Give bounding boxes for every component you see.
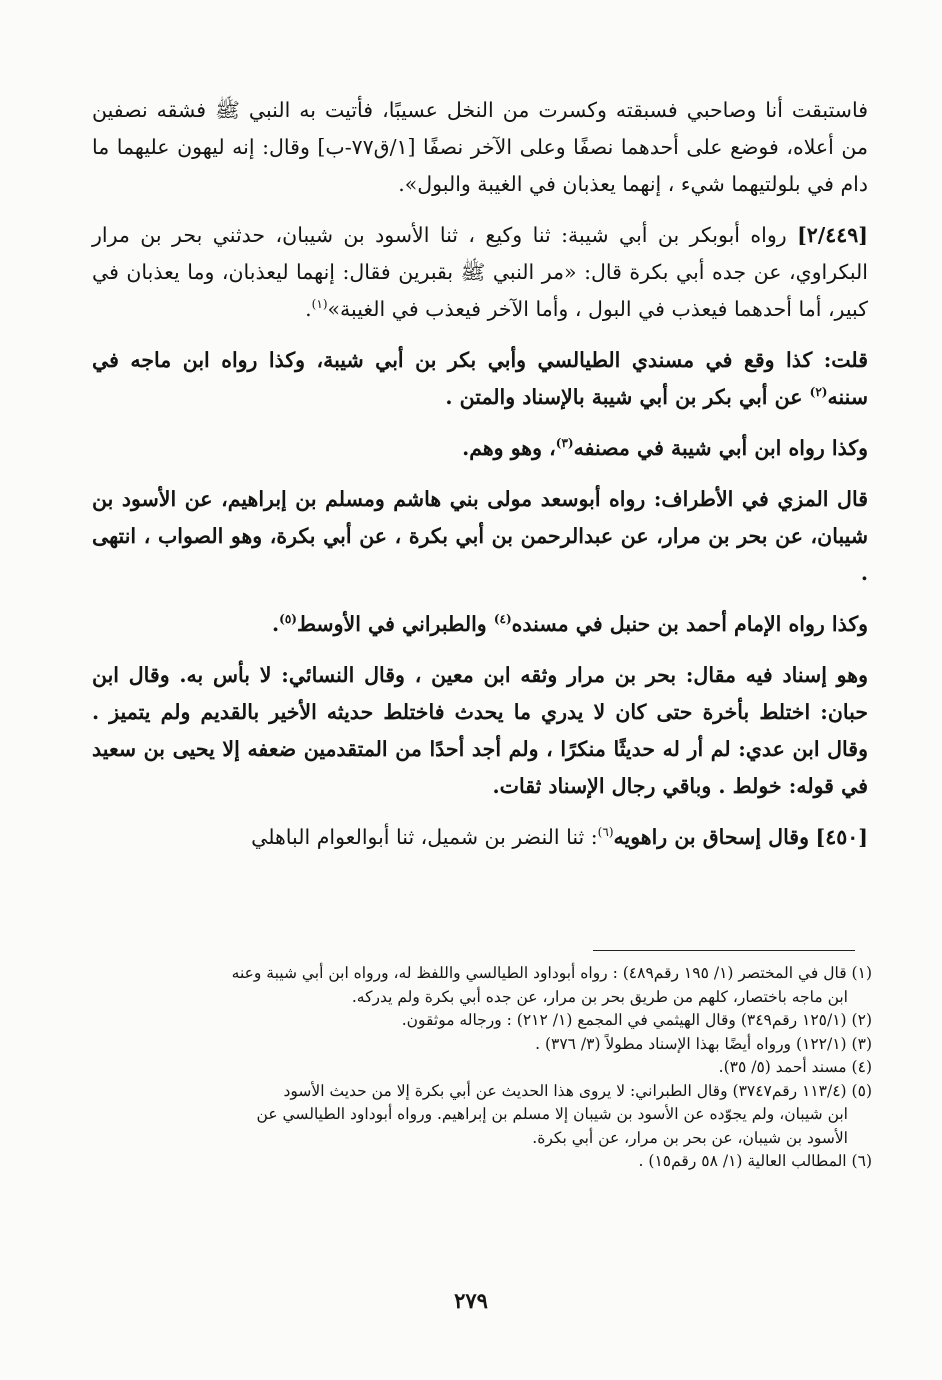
footnote-number: (١) [851, 964, 872, 982]
footnote-text: المطالب العالية (١/ ٥٨ رقم١٥) . [638, 1152, 847, 1170]
paragraph-text: وقال إسحاق بن راهويه [613, 825, 810, 849]
paragraph-text: قال المزي في الأطراف: رواه أبوسعد مولى بني هاشم ومسلم بن إبراهيم، عن الأسود بن شيبان، عن بحر بن مرار، عن عبدالرحمن بن أبي بكرة ، عن أبي بكرة، وهو الصواب ، انتهى . [92, 487, 868, 585]
footnote-5 [92, 1080, 872, 1151]
footnote-text: (١٢٢/١) ورواه أيضًا بهذا الإسناد مطولاً (٣/ ٣٧٦) . [535, 1034, 847, 1053]
footnote-6 [92, 1150, 872, 1174]
paragraph-ahmad [92, 606, 868, 643]
paragraph-tail: : ثنا النضر بن شميل، ثنا أبوالعوام الباهلي [251, 825, 598, 849]
footnote-number: (٦) [851, 1152, 872, 1170]
footnote-text: (١١٣/٤ رقم٣٧٤٧) وقال الطبراني: لا يروى هذا الحديث عن أبي بكرة إلا من حديث الأسود [283, 1081, 847, 1100]
footnote-ref-6[interactable]: (٦) [597, 825, 614, 840]
footnote-text: (١٢٥/١ رقم٣٤٩) وقال الهيثمي في المجمع (١/ ٢١٢) : ورجاله موثقون. [401, 1011, 847, 1029]
footnote-ref-2[interactable]: (٢) [809, 385, 828, 400]
paragraph-tail-2: . [272, 612, 280, 636]
footnote-3 [92, 1033, 872, 1057]
footnote-text: قال في المختصر (١/ ١٩٥ رقم٤٨٩) : رواه أبوداود الطيالسي واللفظ له، ورواه ابن أبي شيبة وعنه [231, 964, 847, 982]
main-text [92, 92, 868, 870]
footnote-number: (٥) [851, 1081, 872, 1100]
footnote-ref-4[interactable]: (٤) [493, 612, 512, 627]
page-number: ٢٧٩ [454, 1288, 488, 1313]
paragraph-commentary [92, 342, 868, 416]
footnote-number: (٢) [851, 1011, 872, 1029]
footnotes [92, 962, 872, 1174]
paragraph-1 [92, 92, 868, 203]
paragraph-musannaf [92, 430, 868, 467]
paragraph-tail: عن أبي بكر بن أبي شيبة بالإسناد والمتن . [445, 385, 810, 409]
paragraph-isnad [92, 657, 868, 805]
footnote-ref-5[interactable]: (٥) [279, 612, 297, 627]
paragraph-mizzi [92, 481, 868, 592]
paragraph-tail: ، وهو وهم. [462, 436, 556, 460]
paragraph-text: وهو إسناد فيه مقال: بحر بن مرار وثقه ابن معين ، وقال النسائي: لا بأس به. وقال ابن حبان: اختلط بأخرة حتى كان لا يدري ما يحدث فاختلط حديثه الأخير بالقديم ولم يتميز . وقال ابن عدي: لم أر له حديثًا منكرًا ، ولم أجد أحدًا من المتقدمين ضعفه إلا يحيى بن سعيد في قوله: خولط . وباقي رجال الإسناد ثقات. [92, 663, 868, 798]
footnote-2 [92, 1009, 872, 1033]
paragraph-text: قلت: كذا وقع في مسندي الطيالسي وأبي بكر بن أبي شيبة، وكذا رواه ابن ماجه في سننه [92, 348, 868, 409]
hadith-450 [92, 819, 868, 856]
footnote-text-continued: الأسود بن شيبان، عن بحر بن مرار، عن أبي بكرة. [532, 1128, 848, 1147]
hadith-449 [92, 217, 868, 328]
hadith-number: [٢/٤٤٩] [797, 223, 868, 247]
hadith-number: [٤٥٠] [815, 825, 868, 849]
footnote-1 [92, 962, 872, 1009]
footnote-4 [92, 1056, 872, 1080]
footnote-number: (٣) [851, 1034, 872, 1053]
footnote-ref-1[interactable]: (١) [311, 297, 328, 312]
paragraph-tail: . [305, 297, 312, 321]
footnote-text: مسند أحمد (٥/ ٣٥). [718, 1058, 847, 1076]
footnote-ref-3[interactable]: (٣) [555, 436, 574, 451]
paragraph-text: وكذا رواه الإمام أحمد بن حنبل في مسنده [511, 612, 868, 636]
paragraph-tail: والطبراني في الأوسط [296, 612, 494, 636]
footnote-text-continued: ابن شيبان، ولم يجوّده عن الأسود بن شيبان إلا مسلم بن إبراهيم. ورواه أبوداود الطيالسي عن [256, 1105, 848, 1123]
footnote-number: (٤) [851, 1058, 872, 1076]
footnote-text-continued: ابن ماجه باختصار، كلهم من طريق بحر بن مرار، عن جده أبي بكرة ولم يدركه. [351, 987, 848, 1006]
paragraph-text: رواه أبوبكر بن أبي شيبة: ثنا وكيع ، ثنا الأسود بن شيبان، حدثني بحر بن مرار البكراوي، عن جده أبي بكرة قال: «مر النبي ﷺ بقبرين فقال: إنهما ليعذبان، وما يعذبان في كبير، أما أحدهما فيعذب في البول ، وأما الآخر فيعذب في الغيبة» [92, 223, 868, 321]
footnote-separator [593, 950, 855, 951]
paragraph-text: وكذا رواه ابن أبي شيبة في مصنفه [573, 436, 868, 460]
paragraph-text: فاستبقت أنا وصاحبي فسبقته وكسرت من النخل عسيبًا، فأتيت به النبي ﷺ فشقه نصفين من أعلاه، فوضع على أحدهما نصفًا وعلى الآخر نصفًا [١/ق٧٧-ب] وقال: إنه ليهون عليهما ما دام في بلولتيهما شيء ، إنهما يعذبان في الغيبة والبول». [92, 98, 869, 196]
